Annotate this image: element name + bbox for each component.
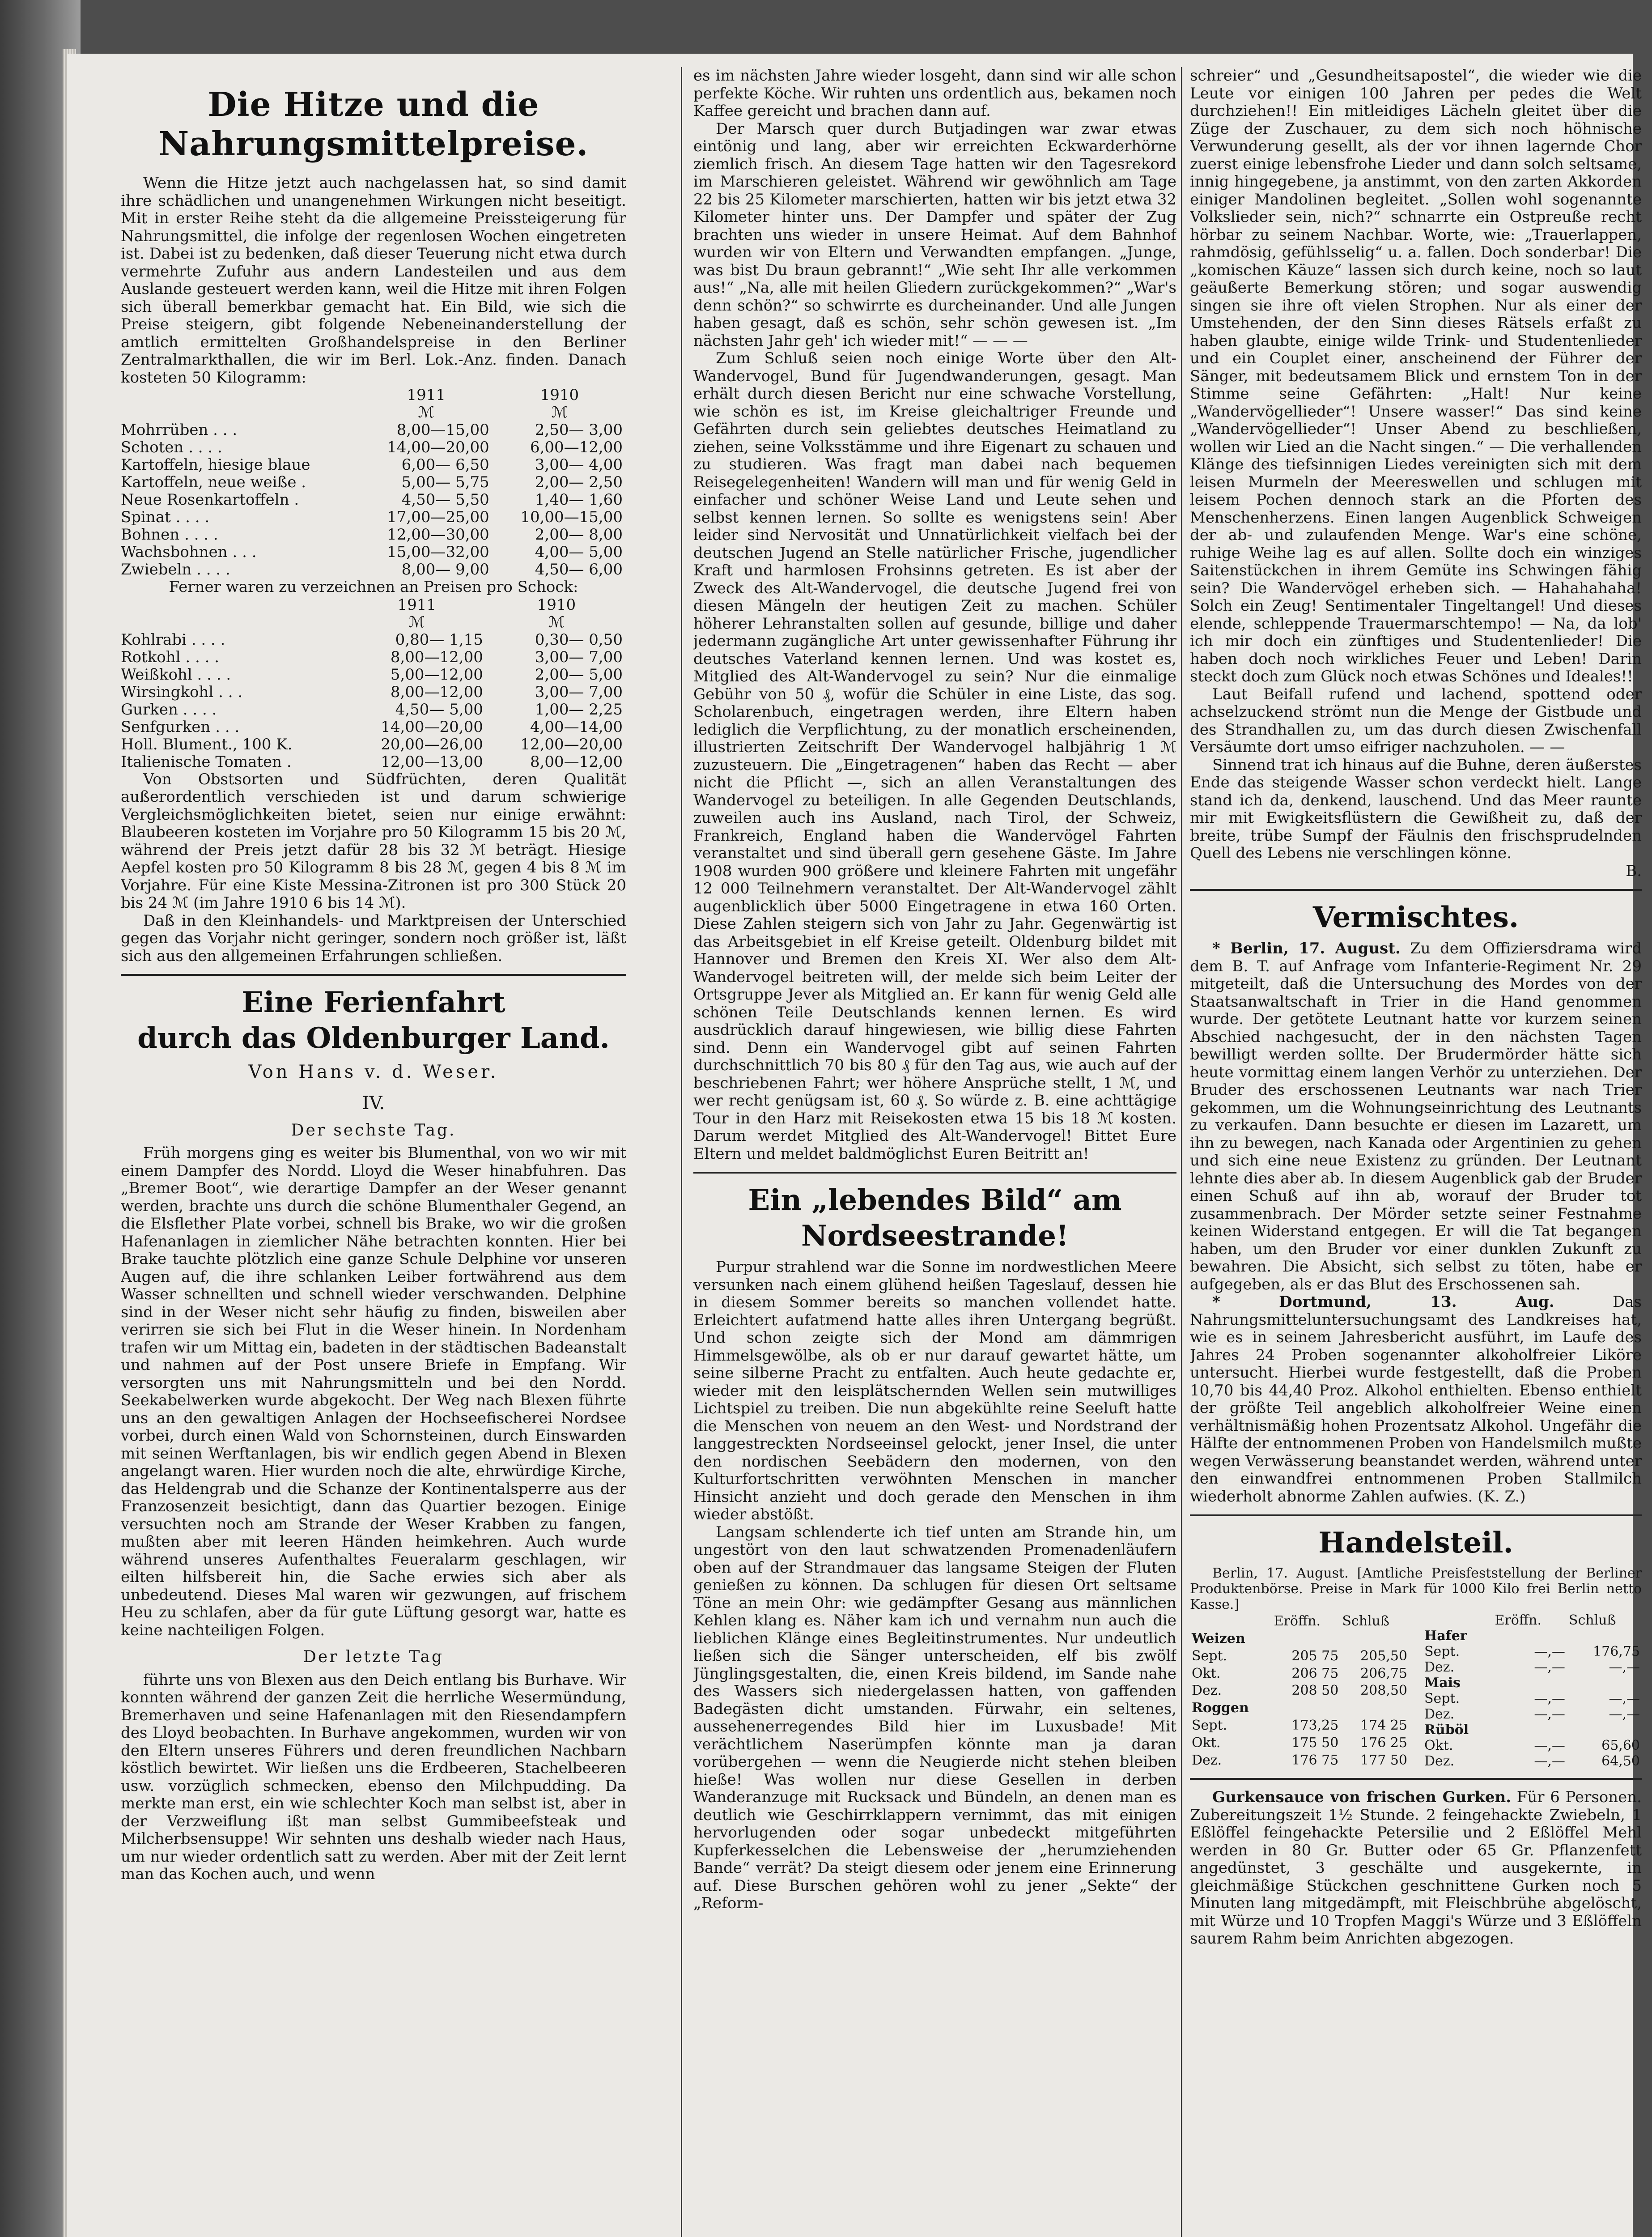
- table-cell: —,—: [1609, 1706, 1640, 1722]
- table-unit-row: [121, 404, 626, 421]
- table-cell: 174 25: [1360, 1718, 1407, 1734]
- table-cell: 64,50: [1601, 1753, 1640, 1769]
- table-cell: 3,00— 7,00: [535, 648, 623, 666]
- article-paragraph: Wenn die Hitze jetzt auch nachgelassen hat, so sind damit ihre schädlichen und unangenehmen Wirkungen nicht beseitigt. Mit in erster Reihe steht da die allgemeine Preissteigerung für Nahrungsmittel, die infolge der regenlosen Wochen eingetreten ist. Dabei ist zu bedenken, daß dieser Teuerung nicht etwa durch vermehrte Zufuhr aus andern Landesteilen und aus dem Auslande gesteuert werden kann, weil die Hitze mit ihren Folgen sich überall bemerkbar gemacht hat. Ein Bild, wie sich die Preise steigern, gibt folgende Nebeneinanderstellung der amtlich ermittelten Großhandelspreise in den Berliner Zentralmarkthallen, die wir im Berl. Lok.-Anz. finden. Danach kosteten 50 Kilogramm:: [121, 174, 626, 387]
- table-cell: 0,30— 0,50: [535, 630, 623, 649]
- table-row: [1423, 1691, 1642, 1706]
- table-cell: 176 25: [1360, 1735, 1407, 1751]
- table-cell: —,—: [1534, 1644, 1565, 1659]
- table-cell: —,—: [1534, 1706, 1565, 1722]
- table-cell: 2,00— 2,50: [535, 473, 623, 491]
- commodity-label: Hafer: [1424, 1628, 1467, 1644]
- table-row: [1190, 1717, 1409, 1734]
- row-label: Spinat . . . .: [121, 508, 210, 526]
- table-cell: 14,00—20,00: [381, 718, 483, 736]
- recipe-text: Für 6 Personen. Zubereitungszeit 1½ Stunde. 2 feingehackte Zwiebeln, 1 Eßlöffel feingehackte Petersilie und 2 Eßlöffel Mehl werden in 80 Gr. Butter oder 65 Gr. Pflanzenfett angedünstet, 3 geschälte und ausgekernte, in gleichmäßige Stückchen geschnittene Gurken noch 5 Minuten lang mitgedämpft, mit Fleischbrühe abgelöscht, mit Würze und 10 Tropfen Maggi's Würze und 3 Eßlöffeln saurem Rahm beim Anrichten abgezogen.: [1190, 1788, 1642, 1948]
- news-text: Das Nahrungsmitteluntersuchungsamt des Landkreises hat, wie es in seinem Jahresbericht ausführt, im Laufe des Jahres 24 Proben sogenannter alkoholfreier Liköre untersucht. Hierbei wurde festgestellt, daß die Proben 10,70 bis 44,40 Proz. Alkohol enthielten. Ebenso enthielt der größte Teil angeblich alkoholfreier Weine einen verhältnismäßig hohen Prozentsatz Alkohol. Ungefähr die Hälfte der entnommenen Proben von Handelsmilch mußte wegen Verwässerung beanstandet werden, während unter den einwandfrei entnommenen Proben Stallmilch wiederholt abnorme Zahlen aufwies. (K. Z.): [1190, 1293, 1642, 1506]
- table-cell: 12,00—13,00: [381, 753, 483, 771]
- table-row: [121, 719, 626, 736]
- article-paragraph: Früh morgens ging es weiter bis Blumenthal, von wo wir mit einem Dampfer des Nordd. Lloyd die Weser hinabfuhren. Das „Bremer Boot“, wie derartige Dampfer an der Weser genannt werden, brachte uns durch die schöne Blumenthaler Gegend, an die Elsflether Plate vorbei, schnell bis Brake, wo wir die großen Hafenanlagen in ziemlicher Nähe betrachten konnten. Hier bei Brake tauchte plötzlich eine ganze Schule Delphine vor unseren Augen auf, die ihre schlanken Leiber fortwährend aus dem Wasser schnellten und schnell wieder verschwanden. Delphine sind in der Weser nicht sehr häufig zu finden, bisweilen aber verirren sie sich bei Flut in die Weser hinein. In Nordenham trafen wir um Mittag ein, badeten in der städtischen Badeanstalt und nahmen auf der Post unsere Briefe in Empfang. Wir versorgten uns mit Nahrungsmitteln und bei den Nordd. Seekabelwerken wurde abgekocht. Der Weg nach Blexen führte uns an den gewaltigen Anlagen der Hochseefischerei Nordsee vorbei, durch einen Wald von Schornsteinen, durch Einswarden mit seinen Werftanlagen, bis wir endlich gegen Abend in Blexen angelangt waren. Hier wurden noch die alte, ehrwürdige Kirche, das Heldengrab und die Schanze der Kontinentalsperre aus der Franzosenzeit besichtigt, dann das Quartier bezogen. Einige versuchten noch am Strande der Weser Krabben zu fangen, mußten aber mit leeren Händen heimkehren. Auch wurde während unseres Aufenthaltes Feueralarm geschlagen, wir eilten hilfsbereit hin, die Sache erwies sich aber als unbedeutend. Dieses Mal waren wir gezwungen, auf frischem Heu zu schlafen, aber da für gute Lüftung gesorgt war, hatte es keine nachteiligen Folgen.: [121, 1144, 626, 1639]
- table-row: [121, 753, 626, 771]
- table-cell: 206 75: [1291, 1665, 1339, 1681]
- table-cell: 4,50— 6,00: [535, 561, 623, 578]
- article-author: Von Hans v. d. Weser.: [248, 1062, 499, 1082]
- table-cell: 3,00— 4,00: [535, 456, 623, 474]
- table-header-row: [121, 596, 626, 614]
- table-row: [1190, 1752, 1409, 1769]
- section-divider: [1190, 1514, 1642, 1516]
- row-label: Dez.: [1192, 1752, 1222, 1769]
- article-paragraph: Zum Schluß seien noch einige Worte über den Alt-Wandervogel, Bund für Jugendwanderungen, gesagt. Man erhält durch diesen Bericht nur eine schwache Vorstellung, wie schön es ist, im Kreise gleichaltriger Freunde und Gefährten durch sein geliebtes deutsches Heimatland zu ziehen, seine Volksstämme und ihre Eigenart zu schauen und zu studieren. Was fragt man dabei nach bequemen Reisegelegenheiten! Wandern will man und für wenig Geld in einfacher und schöner Weise Land und Leute sehen und selbst kennen lernen. So sollte es wenigstens sein! Aber leider sind Nervosität und Unnatürlichkeit vielfach bei der deutschen Jugend an Stelle natürlicher Frische, jugendlicher Kraft und harmlosen Frohsinns getreten. Es ist aber der Zweck des Alt-Wandervogel, die deutsche Jugend frei von diesen Mängeln der heutigen Zeit zu machen. Schüler höherer Lehranstalten sollen auf gesunde, billige und daher jedermann zugängliche Art unter gewissenhafter Führung ihr deutsches Vaterland kennen lernen. Und was kostet es, Mitglied des Alt-Wandervogel zu sein? Nur die einmalige Gebühr von 50 ₰, wofür die Schüler in eine Liste, das sog. Scholarenbuch, eingetragen werden, ihre Eltern haben lediglich die Verpflichtung, zu der monatlich erscheinenden, illustrierten Zeitschrift Der Wandervogel halbjährig 1 ℳ zuzusteuern. Die „Eingetragenen“ haben das Recht — aber nicht die Pflicht —, sich an allen Veranstaltungen des Wandervogel zu beteiligen. In alle Gegenden Deutschlands, zuweilen auch ins Ausland, nach Tirol, der Schweiz, Frankreich, England haben die Wandervögel Fahrten veranstaltet und sind überall gern gesehene Gäste. Im Jahre 1908 wurden 900 größere und kleinere Fahrten mit ungefähr 12 000 Teilnehmern veranstaltet. Der Alt-Wandervogel zählt augenblicklich über 5000 Eingetragene in etwa 160 Orten. Diese Zahlen steigern sich von Jahr zu Jahr. Gegenwärtig ist das Arbeitsgebiet in elf Kreise geteilt. Oldenburg bildet mit Hannover und Bremen den Kreis XI. Wer also dem Alt-Wandervogel beitreten will, der melde sich beim Leiter der Ortsgruppe Jever als Mitglied an. Er kann für wenig Geld alle schönen Teile Deutschlands kennen lernen. Es wird ausdrücklich darauf hingewiesen, wie billig diese Fahrten sind. Denn ein Wandervogel gibt auf seinen Fahrten durchschnittlich 70 bis 80 ₰ für den Tag aus, wie auch auf der beschriebenen Fahrt; wer höhere Ansprüche stellt, 1 ℳ, und wer recht genügsam ist, 60 ₰. So würde z. B. eine achttägige Tour in den Harz mit Reisekosten etwa 15 bis 18 ℳ kosten. Darum werdet Mitglied des Alt-Wandervogel! Bittet Eure Eltern und meldet baldmöglichst Euren Beitritt an!: [693, 349, 1176, 1163]
- row-label: Kohlrabi . . . .: [121, 630, 225, 649]
- row-label: Dez.: [1424, 1753, 1455, 1769]
- article-paragraph: Sinnend trat ich hinaus auf die Buhne, deren äußerstes Ende das steigende Wasser schon verdeckt hielt. Lange stand ich da, denkend, lauschend. Und das Meer raunte mir mit Ewigkeitsflüstern die Gewißheit zu, daß der breite, trübe Sumpf der Fäulnis den frischsprudelnden Quell des Lebens nie verschlingen könne.: [1190, 756, 1642, 862]
- unit-label: ℳ: [418, 404, 434, 421]
- row-label: Italienische Tomaten .: [121, 753, 292, 771]
- row-label: Holl. Blument., 100 K.: [121, 735, 293, 753]
- dateline: * Dortmund, 13. Aug.: [1212, 1293, 1554, 1311]
- grain-table-right: [1423, 1612, 1642, 1769]
- table-row: [121, 736, 626, 753]
- dateline: * Berlin, 17. August.: [1212, 940, 1401, 957]
- table-row: [1190, 1682, 1409, 1700]
- row-label: Wachsbohnen . . .: [121, 543, 257, 561]
- commodity-label: Weizen: [1192, 1630, 1245, 1646]
- table-row: [1423, 1738, 1642, 1753]
- column-header: Eröffn.: [1274, 1613, 1321, 1629]
- table-cell: —,—: [1534, 1691, 1565, 1706]
- row-label: Wirsingkohl . . .: [121, 683, 243, 701]
- table-cell: 17,00—25,00: [387, 508, 489, 526]
- article-signature: B.: [1626, 862, 1642, 880]
- column-header: Schluß: [1568, 1612, 1616, 1628]
- table-row: [121, 509, 626, 526]
- article-paragraph: Laut Beifall rufend und lachend, spottend oder achselzuckend strömt nun die Menge der Gistbude und des Strandhallen zu, um das durch diesen Zwischenfall Versäumte dort umso eifriger nachzuholen. — —: [1190, 685, 1642, 756]
- row-label: Dez.: [1424, 1659, 1455, 1675]
- table-row: [1190, 1665, 1409, 1682]
- unit-label: ℳ: [551, 404, 568, 421]
- row-label: Kartoffeln, hiesige blaue: [121, 456, 310, 474]
- row-label: Schoten . . . .: [121, 438, 222, 456]
- article-title-ferien: Eine Ferienfahrt: [242, 986, 505, 1019]
- recipe-title: Gurkensauce von frischen Gurken.: [1212, 1788, 1512, 1806]
- row-label: Okt.: [1192, 1735, 1221, 1751]
- table-cell: 4,50— 5,00: [395, 700, 483, 719]
- table-cell: 20,00—26,00: [381, 735, 483, 753]
- unit-label: ℳ: [408, 613, 425, 631]
- column-rule: [1181, 67, 1182, 2237]
- unit-label: ℳ: [548, 613, 565, 631]
- year-header: 1911: [407, 386, 446, 404]
- row-label: Dez.: [1192, 1683, 1222, 1699]
- table-cell: 175 50: [1291, 1735, 1339, 1751]
- section-title-vermischtes: Vermischtes.: [1312, 901, 1519, 934]
- row-label: Dez.: [1424, 1706, 1455, 1722]
- commodity-label: Rüböl: [1424, 1722, 1469, 1738]
- table-cell: —,—: [1609, 1691, 1640, 1706]
- table-cell: 65,60: [1601, 1738, 1640, 1753]
- table-cell: 10,00—15,00: [520, 508, 623, 526]
- table-cell: 12,00—30,00: [387, 526, 489, 544]
- table-row: [121, 631, 626, 649]
- table-cell: —,—: [1534, 1659, 1565, 1675]
- column-1: [121, 67, 626, 2237]
- table-row: [121, 421, 626, 439]
- article-paragraph: Der Marsch quer durch Butjadingen war zwar etwas eintönig und lang, aber wir erreichten Eckwarderhörne ziemlich frisch. An diesem Tage hatten wir den Tagesrekord im Marschieren geleistet. Während wir gewöhnlich am Tage 22 bis 25 Kilometer marschierten, hatten wir bis jetzt etwa 32 Kilometer hinter uns. Der Dampfer und später der Zug brachten uns wieder in unsere Heimat. Auf dem Bahnhof wurden wir von Eltern und Verwandten empfangen. „Junge, was bist Du braun gebrannt!“ „Wie seht Ihr alle verkommen aus!“ „Na, alle mit heilen Gliedern zurückgekommen?“ „War's denn schön?“ so schwirrte es durcheinander. Und alle Jungen haben gesagt, daß es schön, sehr schön gewesen ist. „Im nächsten Jahr geh' ich wieder mit!“ — — —: [693, 119, 1176, 350]
- table-row: [1190, 1647, 1409, 1665]
- table-cell: —,—: [1534, 1753, 1565, 1769]
- article-paragraph: Ferner waren zu verzeichnen an Preisen pro Schock:: [169, 578, 578, 596]
- table-cell: 6,00— 6,50: [401, 456, 489, 474]
- table-row: [121, 439, 626, 456]
- market-report-lead: Berlin, 17. August. [Amtliche Preisfeststellung der Berliner Produktenbörse. Preise in Mark für 1000 Kilo frei Berlin netto Kasse.]: [1190, 1565, 1642, 1612]
- table-row: [121, 474, 626, 491]
- table-row: [1190, 1734, 1409, 1752]
- news-item: [1190, 1293, 1642, 1506]
- table-cell: 177 50: [1360, 1752, 1407, 1769]
- table-header-row: [121, 387, 626, 404]
- price-table-50kg: [121, 387, 626, 578]
- table-row: [121, 701, 626, 719]
- news-text: Zu dem Offiziersdrama wird dem B. T. auf Anfrage vom Infanterie-Regiment Nr. 29 mitgeteilt, daß die Untersuchung des Mordes von der Staatsanwaltschaft in Trier in die Hand genommen wurde. Der getötete Leutnant hatte vor kurzem seinen Abschied nachgesucht, der in den nächsten Tagen bewilligt werden sollte. Der Brudermörder hätte sich heute vormittag einem langen Verhör zu unterziehen. Der Bruder des erschossenen Leutnants war nach Trier gekommen, um die Wohnungseinrichtung des Leutnants zu verkaufen. Dann besuchte er diesen im Lazarett, um ihn zu bewegen, nach Kanada oder Argentinien zu gehen und sich eine neue Existenz zu gründen. Der Leutnant lehnte dies aber ab. In diesem Augenblick gab der Bruder einen Schuß auf ihn ab, worauf der Bruder tot zusammenbrach. Der Mörder setzte seiner Festnahme keinen Widerstand entgegen. Er will die Tat begangen haben, um den Bruder vor einer dunklen Zukunft zu bewahren. Die Absicht, sich selbst zu töten, habe er aufgegeben, als er das Blut des Erschossenen sah.: [1190, 940, 1642, 1293]
- table-cell: 0,80— 1,15: [395, 630, 483, 649]
- table-cell: 14,00—20,00: [387, 438, 489, 456]
- table-cell: 1,40— 1,60: [535, 491, 623, 509]
- table-row: [1423, 1753, 1642, 1769]
- table-cell: 205 75: [1291, 1648, 1339, 1664]
- column-3: [1190, 67, 1642, 2237]
- article-paragraph: Daß in den Kleinhandels- und Marktpreisen der Unterschied gegen das Vorjahr nicht geringer, sondern noch größer ist, läßt sich aus den allgemeinen Erfahrungen schließen.: [121, 911, 626, 965]
- table-unit-row: [121, 614, 626, 631]
- table-cell: 3,00— 7,00: [535, 683, 623, 701]
- article-paragraph: führte uns von Blexen aus den Deich entlang bis Burhave. Wir konnten während der ganzen Zeit die herrliche Wesermündung, Bremerhaven und seine Hafenanlagen mit den Riesendampfern des Lloyd beobachten. In Burhave angekommen, wurden wir von den Eltern unseres Führers und deren freundlichen Nachbarn köstlich bewirtet. Wir ließen uns die Erdbeeren, Stachelbeeren usw. vorzüglich schmecken, ebenso den Milchpudding. Da merkte man erst, ein wie schlechter Koch man selbst ist, aber in der Verzweiflung ißt man selbst Gummibeefsteak und Milcherbsensuppe! Wir sehnten uns deshalb wieder nach Haus, um nur wieder ordentlich satt zu werden. Aber mit der Zeit lernt man das Kochen auch, und wenn: [121, 1671, 626, 1883]
- table-row: [1423, 1706, 1642, 1722]
- column-header: Schluß: [1342, 1613, 1389, 1629]
- row-label: Rotkohl . . . .: [121, 648, 220, 666]
- table-cell: 1,00— 2,25: [535, 700, 623, 719]
- article-paragraph: Purpur strahlend war die Sonne im nordwestlichen Meere versunken nach einem glühend heißen Tageslauf, dessen hie in diesem Sommer bereits so manchen vollendet hatte. Erleichtert aufatmend hatte alles ihren Untergang begrüßt. Und schon zeigte sich der Mond am dämmrigen Himmelsgewölbe, als ob er nur darauf gewartet hätte, um seine silberne Pracht zu entfalten. Auch heute gedachte er, wieder mit den leisplätschernden Wellen sein mutwilliges Lichtspiel zu treiben. Die nun abgekühlte reine Seeluft hatte die Menschen von neuem an den West- und Nordstrand der langgestreckten Nordseeinsel gelockt, jener Insel, die unter den nordischen Seebädern den modernen, von den Kulturfortschritten verwöhnten Menschen in mancher Hinsicht anzieht und doch gerade den Menschen in ihm wieder abstößt.: [693, 1258, 1176, 1523]
- article-paragraph: Langsam schlenderte ich tief unten am Strande hin, um ungestört von den laut schwatzenden Promenadenläufern oben auf der Strandmauer das langsame Steigen der Fluten genießen zu können. Da schlugen für diesen Ort seltsame Töne an mein Ohr: wie gedämpfter Gesang aus männlichen Kehlen klang es. Näher kam ich und vernahm nun auch die lieblichen Klänge eines Begleitinstrumentes. Nur undeutlich ließen sich die Sänger unterscheiden, elf bis zwölf Jünglingsgestalten, die, einen Kreis bildend, im Sande nahe des Wassers sich niedergelassen hatten, von gaffenden Badegästen dicht umstanden. Fürwahr, ein seltenes, aussehenerregendes Bild hier im Luxusbade! Mit verächtlichem Naserümpfen könnte man ja daran vorübergehen — wenn die Neugierde nicht stehen bleiben hieße! Was wollen nur diese Gesellen in derben Wanderanzuge mit Rucksack und Bündeln, an denen man es deutlich wie Geschirrklappern vernimmt, das mit einigen hervorlugenden oder sogar unbedeckt mitgeführten Kupferkesselchen die Lebensweise der „herumziehenden Bande“ verrät? Da steigt diesem oder jenem eine Erinnerung auf. Diese Burschen gehören wohl zu jener „Sekte“ der „Reform-: [693, 1523, 1176, 1912]
- section-subheading: Der letzte Tag: [303, 1648, 444, 1666]
- article-paragraph: Von Obstsorten und Südfrüchten, deren Qualität außerordentlich verschieden ist und darum schwierige Vergleichsmöglichkeiten bietet, seien nur einige erwähnt: Blaubeeren kosteten im Vorjahre pro 50 Kilogramm 15 bis 20 ℳ, während der Preis jetzt dafür 28 bis 32 ℳ beträgt. Hiesige Aepfel kosten pro 50 Kilogramm 8 bis 28 ℳ, gegen 4 bis 8 ℳ im Vorjahre. Für eine Kiste Messina-Zitronen ist pro 300 Stück 20 bis 24 ℳ (im Jahre 1910 6 bis 14 ℳ).: [121, 770, 626, 912]
- table-cell: 176,75: [1593, 1644, 1640, 1659]
- article-part-number: IV.: [362, 1093, 385, 1114]
- row-label: Weißkohl . . . .: [121, 665, 231, 684]
- commodity-label: Mais: [1424, 1675, 1461, 1691]
- table-row: [121, 649, 626, 666]
- section-divider: [1190, 1778, 1642, 1780]
- column-header: Eröffn.: [1495, 1612, 1542, 1628]
- table-cell: 8,00—12,00: [390, 683, 483, 701]
- table-cell: 12,00—20,00: [520, 735, 623, 753]
- grain-price-tables: [1190, 1612, 1642, 1769]
- table-cell: 4,00— 5,00: [535, 543, 623, 561]
- table-cell: 15,00—32,00: [387, 543, 489, 561]
- article-paragraph: schreier“ und „Gesundheitsapostel“, die wieder wie die Leute vor einigen 100 Jahren per pedes die Welt durchziehen!! Ein mitleidiges Lächeln gleitet über die Züge der Zuschauer, zu dem sich noch höhnische Verwunderung gesellt, als der vor ihnen lagernde Chor zuerst einige lebensfrohe Lieder und dann solch seltsame, innig hingegebene, ja anstimmt, von den zarten Akkorden einiger Mandolinen begleitet. „Sollen wohl sogenannte Volkslieder sein, nich?“ schnarrte ein Ostpreuße recht hörbar zu seinem Nachbar. Worte, wie: „Trauerlappen, rahmdösig, gefühlsselig“ u. a. fallen. Doch sonderbar! Die „komischen Käuze“ lassen sich durch keine, noch so laut geäußerte Bemerkung stören; und sogar auswendig singen sie ihre oft vielen Strophen. Nur als einer der Umstehenden, der den Sinn dieses Rätsels erfaßt zu haben glaubte, einige wilde Trink- und Studentenlieder und ein Couplet einer, anscheinend der Führer der Sänger, mit bedeutsamem Blick und ernstem Ton in der Stimme seine Gefährten: „Halt! Nur keine „Wandervögellieder“! Unsere wasser!“ Das sind keine „Wandervögellieder“! Unser Abend zu beschließen, wollen wir Lied an die Nacht singen.“ — Die verhallenden Klänge des tiefsinnigen Liedes vereinigten sich mit dem leisen Murmeln der Meereswellen und schlugen mit leisem Pochen dennoch stark an die Pforten des Menschenherzens. Einen langen Augenblick Schweigen der ab- und zulaufenden Menge. War's eine schöne, ruhige Weihe lag es auf allen. Sollte doch ein winziges Saitenstückchen in ihrem Gemüte ins Schwingen fähig sein? Die Wandervögel erheben sich. — Hahahahaha! Solch ein Zeug! Sentimentaler Tingeltangel! Und dieses elende, schleppende Trauermarschtempo! — Na, da lob' ich mir doch ein zünftiges und Studentenlieder! Die haben doch noch wirkliches Feuer und Leben! Darin steckt doch zum Glück noch etwas Schönes und Ideales!!: [1190, 67, 1642, 685]
- table-row: [1423, 1644, 1642, 1659]
- table-cell: 8,00—15,00: [396, 421, 489, 439]
- recipe-item: [1190, 1789, 1642, 1948]
- article-title-bild: Ein „lebendes Bild“ am Nordseestrande!: [748, 1183, 1122, 1253]
- table-cell: 2,50— 3,00: [535, 421, 623, 439]
- row-label: Sept.: [1424, 1644, 1460, 1659]
- table-row: [121, 684, 626, 701]
- row-label: Okt.: [1192, 1665, 1221, 1681]
- row-label: Sept.: [1192, 1648, 1227, 1664]
- column-rule: [681, 67, 682, 2237]
- table-cell: 205,50: [1360, 1648, 1407, 1664]
- article-paragraph: es im nächsten Jahre wieder losgeht, dann sind wir alle schon perfekte Köche. Wir ruhten uns ordentlich aus, bekamen noch Kaffee gereicht und brachen dann auf.: [693, 67, 1176, 120]
- table-cell: 8,00— 9,00: [401, 561, 489, 578]
- row-label: Senfgurken . . .: [121, 718, 240, 736]
- table-row: [121, 544, 626, 561]
- table-cell: 173,25: [1291, 1718, 1339, 1734]
- grain-table-left: [1190, 1612, 1409, 1769]
- table-cell: 208,50: [1360, 1683, 1407, 1699]
- table-cell: —,—: [1534, 1738, 1565, 1753]
- row-label: Zwiebeln . . . .: [121, 561, 230, 578]
- section-divider: [693, 1172, 1176, 1174]
- table-cell: —,—: [1609, 1659, 1640, 1675]
- news-item: [1190, 940, 1642, 1293]
- row-label: Sept.: [1192, 1718, 1227, 1734]
- article-title-hitze: Die Hitze und die Nahrungsmittelpreise.: [158, 85, 589, 163]
- table-cell: 4,50— 5,50: [401, 491, 489, 509]
- year-header: 1910: [537, 595, 576, 614]
- row-label: Okt.: [1424, 1738, 1453, 1753]
- section-title-handelsteil: Handelsteil.: [1318, 1526, 1513, 1560]
- row-label: Sept.: [1424, 1691, 1460, 1706]
- article-subtitle-ferien: durch das Oldenburger Land.: [137, 1021, 610, 1055]
- table-cell: 176 75: [1291, 1752, 1339, 1769]
- table-cell: 5,00—12,00: [390, 665, 483, 684]
- table-row: [1423, 1659, 1642, 1675]
- table-cell: 4,00—14,00: [530, 718, 623, 736]
- row-label: Bohnen . . . .: [121, 526, 218, 544]
- commodity-label: Roggen: [1192, 1700, 1249, 1716]
- table-cell: 8,00—12,00: [390, 648, 483, 666]
- table-cell: 2,00— 8,00: [535, 526, 623, 544]
- row-label: Mohrrüben . . .: [121, 421, 238, 439]
- row-label: Gurken . . . .: [121, 700, 217, 719]
- row-label: Neue Rosenkartoffeln .: [121, 491, 299, 509]
- table-cell: 6,00—12,00: [530, 438, 623, 456]
- table-row: [121, 666, 626, 684]
- row-label: Kartoffeln, neue weiße .: [121, 473, 306, 491]
- table-cell: 2,00— 5,00: [535, 665, 623, 684]
- column-2: [693, 67, 1176, 2237]
- table-row: [121, 456, 626, 474]
- table-cell: 5,00— 5,75: [401, 473, 489, 491]
- table-row: [121, 561, 626, 578]
- table-row: [121, 526, 626, 544]
- section-subheading: Der sechste Tag.: [291, 1121, 456, 1140]
- table-row: [121, 491, 626, 509]
- table-cell: 208 50: [1291, 1683, 1339, 1699]
- table-cell: 8,00—12,00: [530, 753, 623, 771]
- year-header: 1910: [540, 386, 579, 404]
- section-divider: [1190, 889, 1642, 891]
- section-divider: [121, 974, 626, 976]
- year-header: 1911: [397, 595, 437, 614]
- price-table-schock: [121, 596, 626, 771]
- table-cell: 206,75: [1360, 1665, 1407, 1681]
